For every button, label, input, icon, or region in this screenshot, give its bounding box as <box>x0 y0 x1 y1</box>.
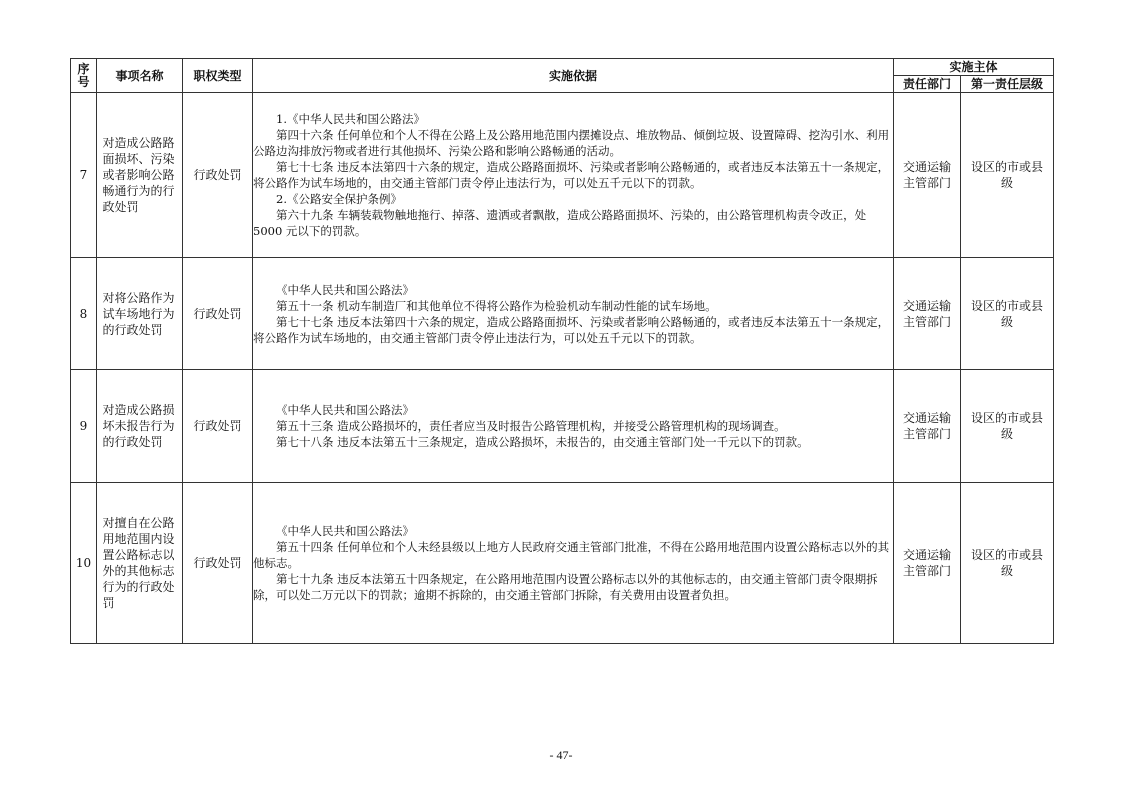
basis-article: 第七十八条 违反本法第五十三条规定，造成公路损坏，未报告的，由交通主管部门处一千元以下的罚款。 <box>276 435 809 449</box>
basis-article: 第七十七条 违反本法第四十六条的规定，造成公路路面损坏、污染或者影响公路畅通的，或者违反本法第五十一条规定，将公路作为试车场地的，由交通主管部门责令停止违法行为，可以处五千元以下的罚款。 <box>253 160 890 190</box>
row-seq: 9 <box>71 370 97 483</box>
law-enforcement-table <box>70 58 1054 644</box>
row-dept: 交通运输主管部门 <box>894 370 961 483</box>
row-level: 设区的市或县级 <box>961 370 1054 483</box>
basis-law-title: 《中华人民共和国公路法》 <box>276 403 414 417</box>
table-row <box>71 93 1054 258</box>
row-basis <box>253 483 894 644</box>
row-item-name: 对擅自在公路用地范围内设置公路标志以外的其他标志行为的行政处罚 <box>102 516 175 610</box>
row-basis <box>253 370 894 483</box>
header-basis: 实施依据 <box>253 59 894 93</box>
header-item-name: 事项名称 <box>97 59 183 93</box>
basis-law-title: 2.《公路安全保护条例》 <box>276 192 402 206</box>
basis-article: 第六十九条 车辆装载物触地拖行、掉落、遗洒或者飘散，造成公路路面损坏、污染的，由公路管理机构责令改正，处 5000 元以下的罚款。 <box>253 208 867 238</box>
basis-law-title: 《中华人民共和国公路法》 <box>276 282 414 297</box>
row-power-type: 行政处罚 <box>183 258 253 370</box>
row-basis <box>253 93 894 258</box>
row-seq: 8 <box>71 258 97 370</box>
table-row <box>71 370 1054 483</box>
header-seq: 序号 <box>71 59 97 93</box>
row-item-name: 对造成公路损坏未报告行为的行政处罚 <box>102 403 175 449</box>
basis-article: 第五十一条 机动车制造厂和其他单位不得将公路作为检验机动车制动性能的试车场地。 <box>276 298 717 313</box>
row-seq: 7 <box>71 93 97 258</box>
basis-article: 第四十六条 任何单位和个人不得在公路上及公路用地范围内摆摊设点、堆放物品、倾倒垃圾、设置障碍、挖沟引水、利用公路边沟排放污物或者进行其他损坏、污染公路和影响公路畅通的活动。 <box>253 128 890 158</box>
row-item-name: 对将公路作为试车场地行为的行政处罚 <box>102 290 175 337</box>
basis-article: 第七十七条 违反本法第四十六条的规定，造成公路路面损坏、污染或者影响公路畅通的，或者违反本法第五十一条规定，将公路作为试车场地的，由交通主管部门责令停止违法行为，可以处五千元以下的罚款。 <box>253 314 890 345</box>
basis-article: 第五十四条 任何单位和个人未经县级以上地方人民政府交通主管部门批准，不得在公路用地范围内设置公路标志以外的其他标志。 <box>253 540 890 570</box>
basis-law-title: 1.《中华人民共和国公路法》 <box>276 112 425 126</box>
row-power-type: 行政处罚 <box>183 370 253 483</box>
basis-article: 第五十三条 造成公路损坏的，责任者应当及时报告公路管理机构，并接受公路管理机构的现场调查。 <box>276 419 786 433</box>
row-power-type: 行政处罚 <box>183 483 253 644</box>
header-power-type: 职权类型 <box>183 59 253 93</box>
row-item-name: 对造成公路路面损坏、污染或者影响公路畅通行为的行政处罚 <box>102 136 175 214</box>
header-dept: 责任部门 <box>894 76 961 93</box>
page-number: - 47- <box>549 748 573 762</box>
table-row <box>71 483 1054 644</box>
table-row <box>71 258 1054 370</box>
row-basis <box>253 258 894 370</box>
basis-law-title: 《中华人民共和国公路法》 <box>276 524 414 538</box>
row-power-type: 行政处罚 <box>183 93 253 258</box>
row-dept: 交通运输主管部门 <box>894 483 961 644</box>
row-level: 设区的市或县级 <box>961 258 1054 370</box>
row-seq: 10 <box>71 483 97 644</box>
row-dept: 交通运输主管部门 <box>894 93 961 258</box>
row-level: 设区的市或县级 <box>961 483 1054 644</box>
basis-article: 第七十九条 违反本法第五十四条规定，在公路用地范围内设置公路标志以外的其他标志的，由交通主管部门责令限期拆除，可以处二万元以下的罚款；逾期不拆除的，由交通主管部门拆除，有关费用由设置者负担。 <box>253 572 878 602</box>
header-subject: 实施主体 <box>894 59 1054 76</box>
row-level: 设区的市或县级 <box>961 93 1054 258</box>
header-level: 第一责任层级 <box>961 76 1054 93</box>
row-dept: 交通运输主管部门 <box>894 258 961 370</box>
